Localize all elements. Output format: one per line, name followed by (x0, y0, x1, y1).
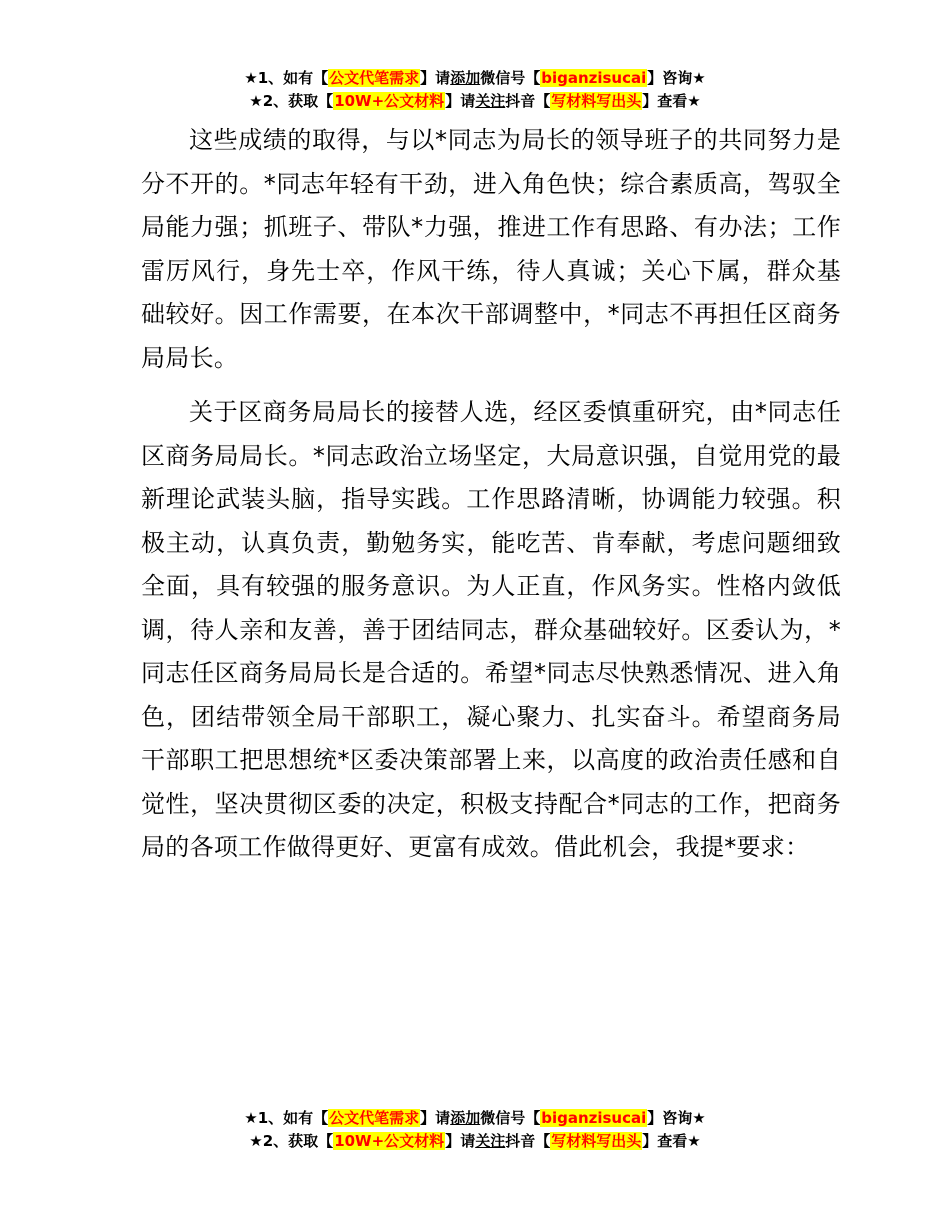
footer-banner (0, 1107, 950, 1153)
document-body (141, 119, 841, 870)
banner-highlight: biganzisucai (541, 1109, 647, 1127)
banner-underlined-text: 关注 (475, 1132, 506, 1150)
banner-text: 】请 (445, 92, 476, 110)
banner-text: ★1、如有【 (244, 69, 329, 87)
banner-highlight: 公文代笔需求 (329, 69, 420, 87)
header-banner (0, 67, 950, 113)
banner-text: 抖音【 (505, 92, 551, 110)
banner-line-1 (0, 67, 950, 90)
banner-highlight: 公文代笔需求 (329, 1109, 420, 1127)
banner-text: 】查看★ (642, 1132, 701, 1150)
banner-text: ★2、获取【 (249, 1132, 334, 1150)
banner-text: 抖音【 (505, 1132, 551, 1150)
banner-highlight: 写材料写出头 (551, 92, 642, 110)
banner-text: 】查看★ (642, 92, 701, 110)
paragraph-2: 关于区商务局局长的接替人选，经区委慎重研究，由*同志任区商务局局长。*同志政治立场坚定，大局意识强，自觉用党的最新理论武装头脑，指导实践。工作思路清晰，协调能力较强。积极主动，认真负责，勤勉务实，能吃苦、肯奉献，考虑问题细致全面，具有较强的服务意识。为人正直，作风务实。性格内敛低调，待人亲和友善，善于团结同志，群众基础较好。区委认为，*同志任区商务局局长是合适的。希望*同志尽快熟悉情况、进入角色，团结带领全局干部职工，凝心聚力、扎实奋斗。希望商务局干部职工把思想统*区委决策部署上来，以高度的政治责任感和自觉性，坚决贯彻区委的决定，积极支持配合*同志的工作，把商务局的各项工作做得更好、更富有成效。借此机会，我提*要求： (141, 398, 841, 861)
banner-text: 微信号【 (480, 69, 541, 87)
banner-highlight: biganzisucai (541, 69, 647, 87)
banner-text: 】咨询★ (647, 1109, 706, 1127)
banner-line-2 (0, 90, 950, 113)
banner-underlined-text: 添加 (450, 1109, 481, 1127)
banner-text: 微信号【 (480, 1109, 541, 1127)
banner-highlight: 10W+公文材料 (334, 92, 445, 110)
banner-line-2 (0, 1130, 950, 1153)
paragraph-1: 这些成绩的取得，与以*同志为局长的领导班子的共同努力是分不开的。*同志年轻有干劲，进入角色快；综合素质高，驾驭全局能力强；抓班子、带队*力强，推进工作有思路、有办法；工作雷厉风行，身先士卒，作风干练，待人真诚；关心下属，群众基础较好。因工作需要，在本次干部调整中，*同志不再担任区商务局局长。 (141, 126, 841, 372)
banner-line-1 (0, 1107, 950, 1130)
banner-highlight: 10W+公文材料 (334, 1132, 445, 1150)
banner-text: ★1、如有【 (244, 1109, 329, 1127)
banner-text: 】请 (420, 1109, 451, 1127)
banner-highlight: 写材料写出头 (551, 1132, 642, 1150)
banner-underlined-text: 添加 (450, 69, 481, 87)
banner-text: ★2、获取【 (249, 92, 334, 110)
banner-text: 】请 (445, 1132, 476, 1150)
banner-text: 】请 (420, 69, 451, 87)
banner-underlined-text: 关注 (475, 92, 506, 110)
banner-text: 】咨询★ (647, 69, 706, 87)
